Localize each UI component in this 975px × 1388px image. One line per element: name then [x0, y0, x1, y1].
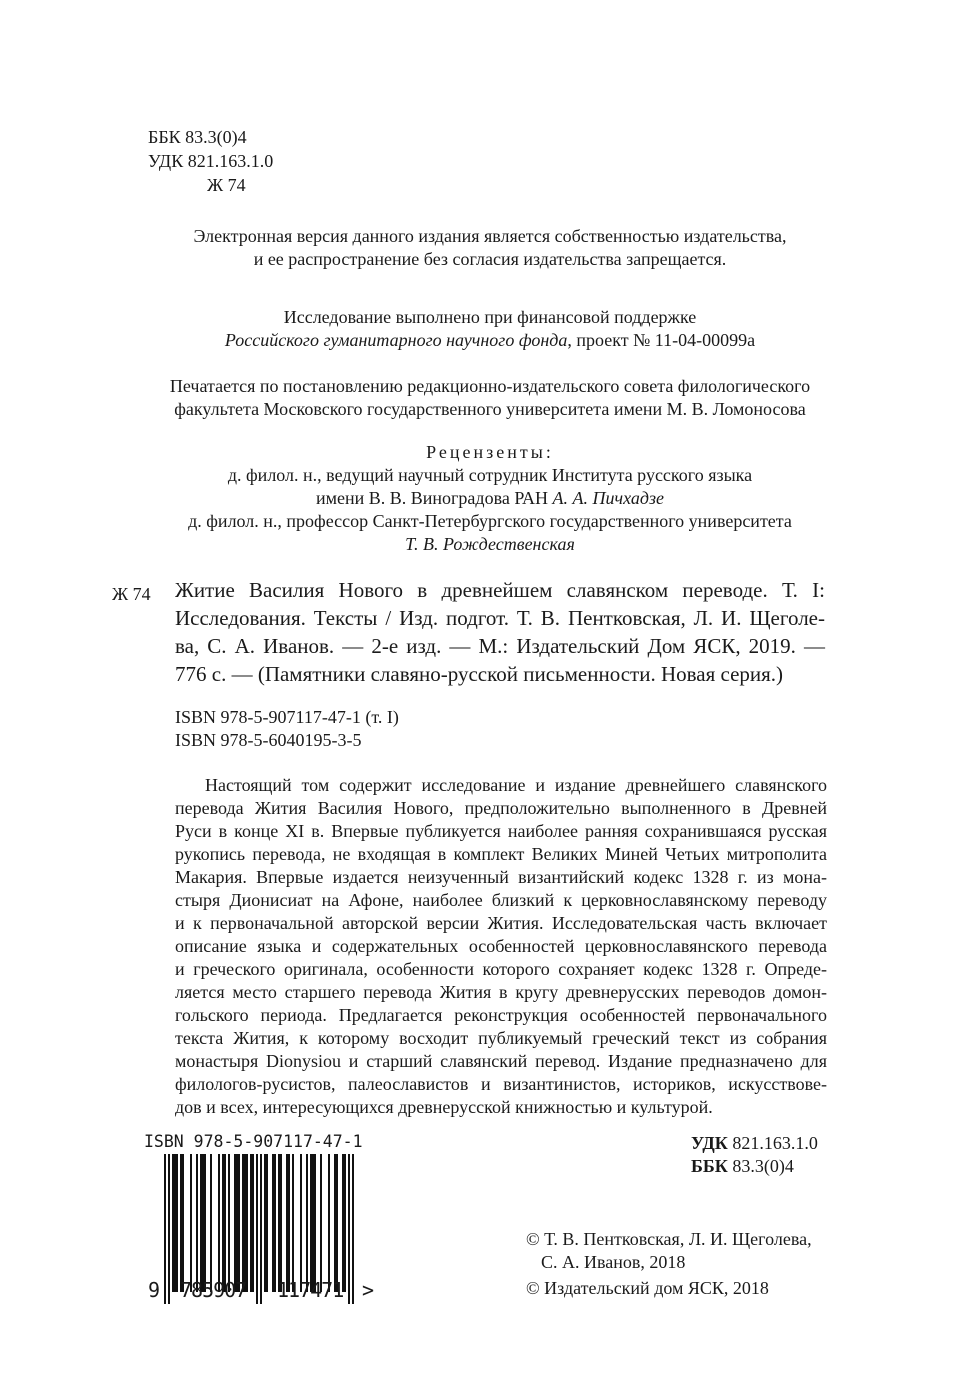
reviewer-1-line-2	[100, 487, 880, 510]
barcode-bar	[210, 1154, 212, 1292]
abstract-line: гольского периода. Предлагается реконструкция особенностей первоначального	[175, 1005, 827, 1025]
copyright-notice	[100, 225, 880, 271]
barcode-bar	[328, 1154, 330, 1292]
barcode-bar	[234, 1154, 240, 1292]
decision-line-2: факультета Московского государственного университета имени М. В. Ломоносова	[174, 399, 806, 419]
bibliographic-line: Житие Василия Нового в древнейшем славянском переводе. Т. I:	[175, 578, 825, 602]
reviewer-1-name: А. А. Пичхадзе	[552, 488, 664, 508]
barcode-guard-bar	[168, 1154, 170, 1304]
abstract-line: дов и всех, интересующихся древнерусской книжностью и культурой.	[175, 1097, 713, 1117]
bbk-index	[691, 1155, 794, 1178]
isbn-barcode	[140, 1132, 380, 1304]
barcode-bar	[196, 1154, 198, 1292]
barcode-bar	[278, 1154, 282, 1292]
barcode-quiet-zone-mark: >	[362, 1278, 375, 1302]
reviewer-2-name-line	[100, 533, 880, 556]
barcode-guard-bar	[260, 1154, 262, 1304]
bibliographic-line: Исследования. Тексты / Изд. подгот. Т. В. Пентковская, Л. И. Щеголе-	[175, 606, 825, 630]
copyright-publisher: © Издательский дом ЯСК, 2018	[526, 1278, 769, 1298]
barcode-bar	[320, 1154, 322, 1292]
barcode-bar	[228, 1154, 230, 1292]
barcode-digits-left: 785907	[180, 1278, 247, 1302]
reviewer-1-affiliation: имени В. В. Виноградова РАН	[315, 488, 553, 508]
abstract-line: описание языка и содержательных особенностей церковнославянского перевода	[175, 936, 827, 956]
decision-line-1: Печатается по постановлению редакционно-издательского совета филологического	[169, 376, 811, 396]
copyright-authors: © Т. В. Пентковская, Л. И. Щеголева,	[526, 1229, 812, 1249]
barcode-bar	[200, 1154, 206, 1292]
udk-label: УДК	[691, 1133, 728, 1153]
barcode-bar	[292, 1154, 294, 1292]
udk-value: 821.163.1.0	[727, 1133, 818, 1153]
barcode-bar	[300, 1154, 302, 1292]
barcode-guard-bar	[256, 1154, 258, 1304]
barcode-bar	[250, 1154, 254, 1292]
barcode-isbn-text: ISBN 978-5-907117-47-1	[144, 1132, 363, 1151]
barcode-bar	[342, 1154, 346, 1292]
abstract-line: стыря Дионисиат на Афоне, наиболее близкий к церковнославянскому переводу	[175, 890, 827, 910]
udk-code: УДК 821.163.1.0	[148, 151, 274, 171]
reviewer-2-line-1: д. филол. н., профессор Санкт-Петербургского государственного университета	[188, 511, 792, 531]
fund-name: Российского гуманитарного научного фонда	[224, 330, 568, 350]
barcode-bar	[272, 1154, 276, 1292]
barcode-digits-right: 117471	[277, 1278, 344, 1302]
barcode-bar	[180, 1154, 184, 1292]
abstract-line: монастыря Dionysiou и старший славянский перевод. Издание предназначено для	[175, 1051, 827, 1071]
barcode-guard-bar	[352, 1154, 354, 1304]
barcode-guard-bar	[348, 1154, 350, 1304]
abstract-line: Настоящий том содержит исследование и издание древнейшего славянского	[205, 775, 827, 795]
abstract-line: рукопись перевода, не входящая в комплект Великих Миней Четьих митрополита	[175, 844, 827, 864]
abstract-line: Макария. Впервые издается неизученный византийский кодекс 1328 г. из мона-	[175, 867, 827, 887]
abstract	[175, 774, 827, 1119]
barcode-bar	[264, 1154, 268, 1292]
reviewers-heading: Рецензенты:	[426, 442, 554, 462]
abstract-line: филологов-русистов, палеославистов и византинистов, историков, искусствове-	[175, 1074, 827, 1094]
abstract-line: и греческого оригинала, особенности которого сохраняет кодекс 1328 г. Опреде-	[175, 959, 827, 979]
reviewers-block	[100, 441, 880, 556]
abstract-line: ляется место старшего перевода Жития в кругу древнерусских переводов домон-	[175, 982, 827, 1002]
reviewer-1-line-1: д. филол. н., ведущий научный сотрудник Института русского языка	[227, 465, 753, 485]
publication-decision	[100, 375, 880, 421]
funding-line-2	[100, 329, 880, 352]
bbk-label: ББК	[691, 1156, 728, 1176]
abstract-line: текста Жития, к которому восходит публикуемый греческий текст из собрания	[175, 1028, 827, 1048]
abstract-line: перевода Жития Василия Нового, предположительно выполненного в Древней	[175, 798, 827, 818]
abstract-line: и к первоначальной авторской версии Жития. Исследовательская часть включает	[175, 913, 827, 933]
barcode-bar	[242, 1154, 248, 1292]
isbn-set: ISBN 978-5-6040195-3-5	[175, 730, 362, 750]
author-mark: Ж 74	[207, 175, 246, 195]
bibliographic-mark: Ж 74	[112, 584, 151, 604]
barcode-guard-bar	[164, 1154, 166, 1304]
funding-line-1: Исследование выполнено при финансовой поддержке	[283, 307, 697, 327]
isbn-volume: ISBN 978-5-907117-47-1 (т. I)	[175, 707, 399, 727]
barcode-bar	[172, 1154, 178, 1292]
bibliographic-line: ва, С. А. Иванов. — 2-е изд. — М.: Издательский Дом ЯСК, 2019. —	[175, 634, 825, 658]
barcode-bar	[218, 1154, 220, 1292]
copyright-authors-cont: С. А. Иванов, 2018	[541, 1252, 686, 1272]
bibliographic-entry	[175, 576, 825, 688]
notice-line-2: и ее распространение без согласия издательства запрещается.	[253, 249, 727, 269]
udk-index	[691, 1132, 818, 1155]
fund-project: , проект № 11-04-00099а	[567, 330, 756, 350]
barcode-bar	[306, 1154, 308, 1292]
bbk-value: 83.3(0)4	[727, 1156, 794, 1176]
barcode-bar	[310, 1154, 316, 1292]
funding-note	[100, 306, 880, 352]
bbk-code: ББК 83.3(0)4	[148, 127, 247, 147]
notice-line-1: Электронная версия данного издания является собственностью издательства,	[193, 226, 787, 246]
reviewer-2-name: Т. В. Рождественская	[405, 534, 575, 554]
abstract-line: Руси в конце XI в. Впервые публикуется наиболее ранняя сохранившаяся русская	[175, 821, 827, 841]
bibliographic-line: 776 с. — (Памятники славяно-русской письменности. Новая серия.)	[175, 662, 784, 686]
barcode-bar	[190, 1154, 192, 1292]
barcode-bar	[334, 1154, 338, 1292]
barcode-bar	[222, 1154, 226, 1292]
barcode-first-digit: 9	[148, 1278, 161, 1302]
barcode-bar	[286, 1154, 290, 1292]
